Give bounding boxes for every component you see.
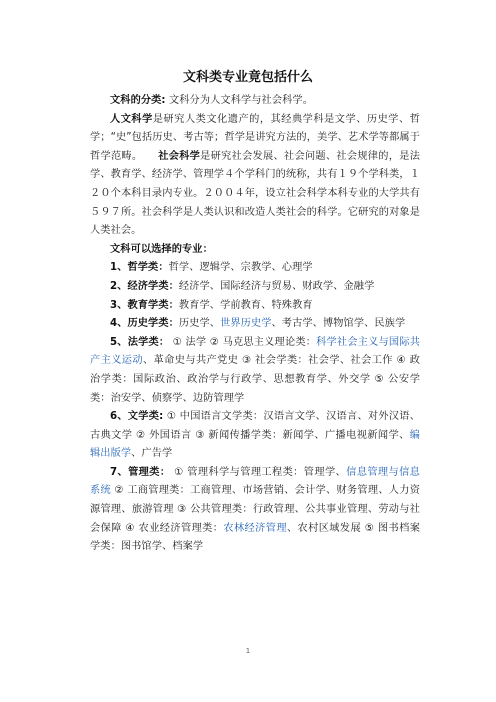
- text: 是研究人类文化遗产的，其经典学科是文学、历史学、哲学；“史”包括历史、考古等；哲学是讲究方法的，美学、艺术学等都属于哲学范畴。: [90, 113, 421, 162]
- major-management: [90, 464, 420, 557]
- label: 3、教育学类：: [110, 299, 179, 311]
- text: 文科分为人文科学与社会科学。: [165, 95, 313, 106]
- text: ① 管理科学与管理工程类：管理学、: [170, 466, 347, 478]
- document-body: [90, 92, 420, 557]
- text: ② 工商管理类：工商管理、市场营销、会计学、财务管理、人力资源管理、旅游管理 ③ 公共管理类：行政管理、公共事业管理、劳动与社会保障 ④ 农业经济管理类：: [90, 485, 420, 534]
- major-philosophy: [90, 259, 420, 278]
- paragraph-humanities: [90, 111, 420, 241]
- label: 1、哲学类：: [110, 262, 169, 274]
- label: 7、管理类：: [110, 466, 171, 478]
- link-agricultural-economics[interactable]: 农林经济管理: [223, 522, 287, 534]
- label: 人文科学: [110, 113, 153, 125]
- major-education: [90, 297, 420, 316]
- major-law: [90, 334, 420, 408]
- page-number: 1: [245, 647, 251, 655]
- paragraph-classification: [90, 92, 420, 111]
- label: 5、法学类：: [110, 336, 170, 348]
- text: 教育学、学前教育、特殊教育: [178, 299, 313, 311]
- label: 4、历史学类：: [110, 318, 179, 330]
- text: 、农村区域发展 ⑤ 图书档案学类：图书馆学、档案学: [90, 522, 420, 553]
- text: 、考古学、博物馆学、民族学: [271, 318, 406, 330]
- major-economics: [90, 278, 420, 297]
- text: 、革命史与共产党史 ③ 社会学类：社会学、社会工作 ④ 政治学类：国际政治、政治学与行政学、思想教育学、外交学 ⑤ 公安学类：治安学、侦察学、边防管理学: [90, 355, 421, 404]
- text: 历史学、: [178, 318, 221, 330]
- text: ① 法学 ② 马克思主义理论类：: [169, 336, 317, 348]
- link-information-management[interactable]: 信息管理与信息系统: [90, 466, 420, 497]
- link-scientific-socialism[interactable]: 科学社会主义与国际共产主义运动: [90, 336, 420, 367]
- label: 6、文学类:: [110, 411, 164, 423]
- heading: 文科可以选择的专业：: [110, 243, 213, 255]
- link-editing-publishing[interactable]: 编辑出版学: [90, 429, 420, 460]
- document-title: 文科类专业竟包括什么: [182, 70, 313, 85]
- text: 经济学、国际经济与贸易、财政学、金融学: [178, 280, 375, 292]
- paragraph-majors-heading: [90, 241, 420, 260]
- label: 2、经济学类：: [110, 280, 179, 292]
- label: 社会科学: [158, 150, 201, 162]
- label: 文科的分类:: [110, 95, 166, 106]
- major-literature: [90, 408, 420, 464]
- text: 是研究社会发展、社会问题、社会规律的，是法学、教育学、经济学、管理学４个学科门的统称，共有１９个学科类，１２０个本科目录内专业。２００４年，设立社会科学本科专业的大学共有５９７所。社会科学是人类认识和改造人类社会的科学。它研究的对象是人类社会。: [90, 150, 420, 237]
- text: ① 中国语言文学类：汉语言文学、汉语言、对外汉语、古典文学 ② 外国语言 ③ 新闻传播学类：新闻学、广播电视新闻学、: [90, 411, 420, 441]
- link-world-history[interactable]: 世界历史学: [220, 318, 272, 330]
- major-history: [90, 315, 420, 334]
- text: 、广告学: [131, 448, 173, 460]
- text: 哲学、逻辑学、宗教学、心理学: [168, 262, 313, 274]
